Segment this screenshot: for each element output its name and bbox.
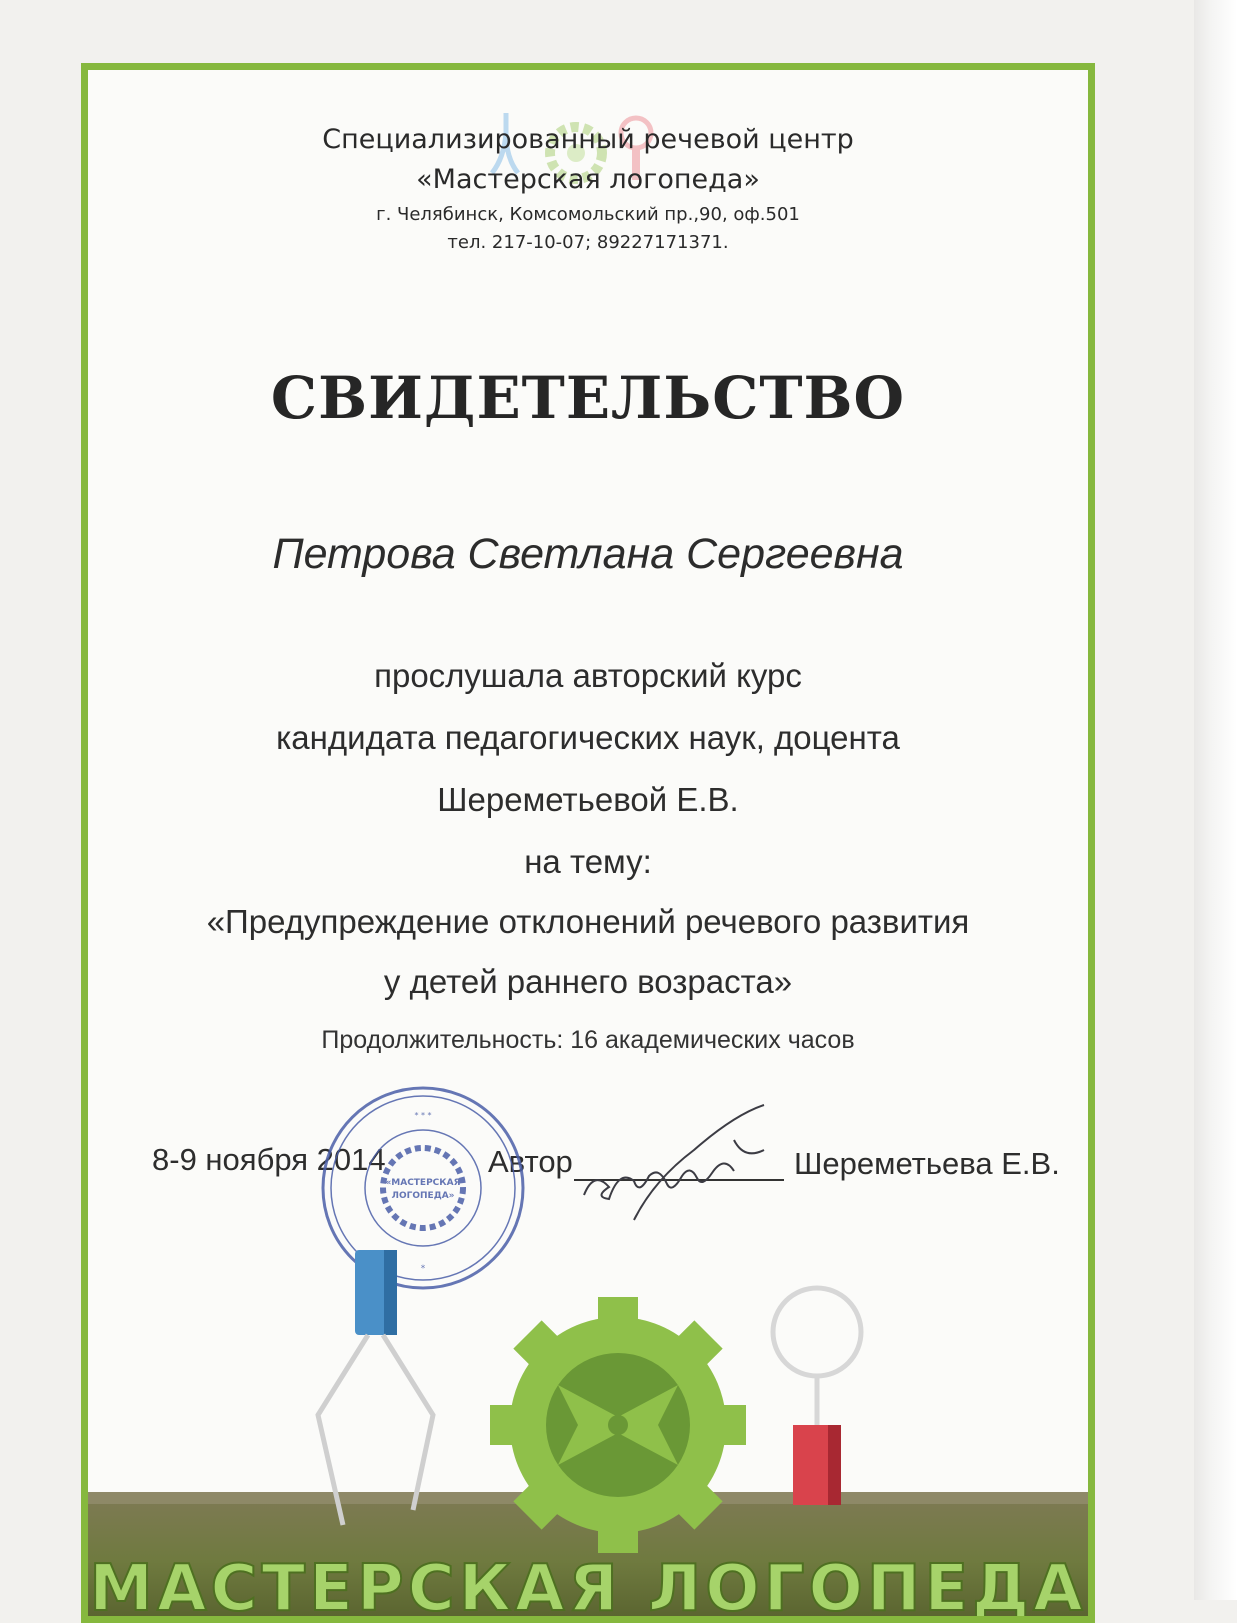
recipient-name: Петрова Светлана Сергеевна: [272, 530, 904, 578]
duration-text: Продолжительность: 16 академических часов: [321, 1026, 855, 1054]
body-line1: прослушала авторский курс: [374, 657, 802, 694]
svg-text:ЛОГОПЕДА»: ЛОГОПЕДА»: [391, 1191, 455, 1201]
author-signature: [574, 1100, 804, 1230]
header-address: г. Челябинск, Комсомольский пр.,90, оф.501: [376, 204, 800, 225]
header-line1: Специализированный речевой центр: [322, 124, 854, 155]
topic-line1: «Предупреждение отклонений речевого развития: [206, 903, 970, 940]
header-phone: тел. 217-10-07; 89227171371.: [447, 232, 729, 253]
body-line4: на тему:: [524, 843, 652, 880]
brand-illustration: [88, 1250, 1088, 1623]
author-name: Шереметьева Е.В.: [794, 1146, 1060, 1181]
course-date: 8-9 ноября 2014: [152, 1142, 386, 1177]
topic-line2: у детей раннего возраста»: [383, 963, 793, 1000]
page-edge: [1194, 0, 1237, 1600]
brand-banner-text: МАСТЕРСКАЯ ЛОГОПЕДА: [89, 1552, 1087, 1623]
author-label: Автор: [488, 1144, 573, 1179]
svg-text:* * *: * * *: [414, 1111, 432, 1120]
body-line2: кандидата педагогических наук, доцента: [276, 719, 900, 756]
header-line2: «Мастерская логопеда»: [416, 164, 760, 195]
svg-text:*: *: [420, 1264, 426, 1274]
svg-text:«МАСТЕРСКАЯ: «МАСТЕРСКАЯ: [385, 1178, 461, 1188]
body-line3: Шереметьевой Е.В.: [437, 781, 739, 818]
certificate-title: СВИДЕТЕЛЬСТВО: [270, 364, 906, 432]
certificate-frame: [81, 63, 1095, 1623]
